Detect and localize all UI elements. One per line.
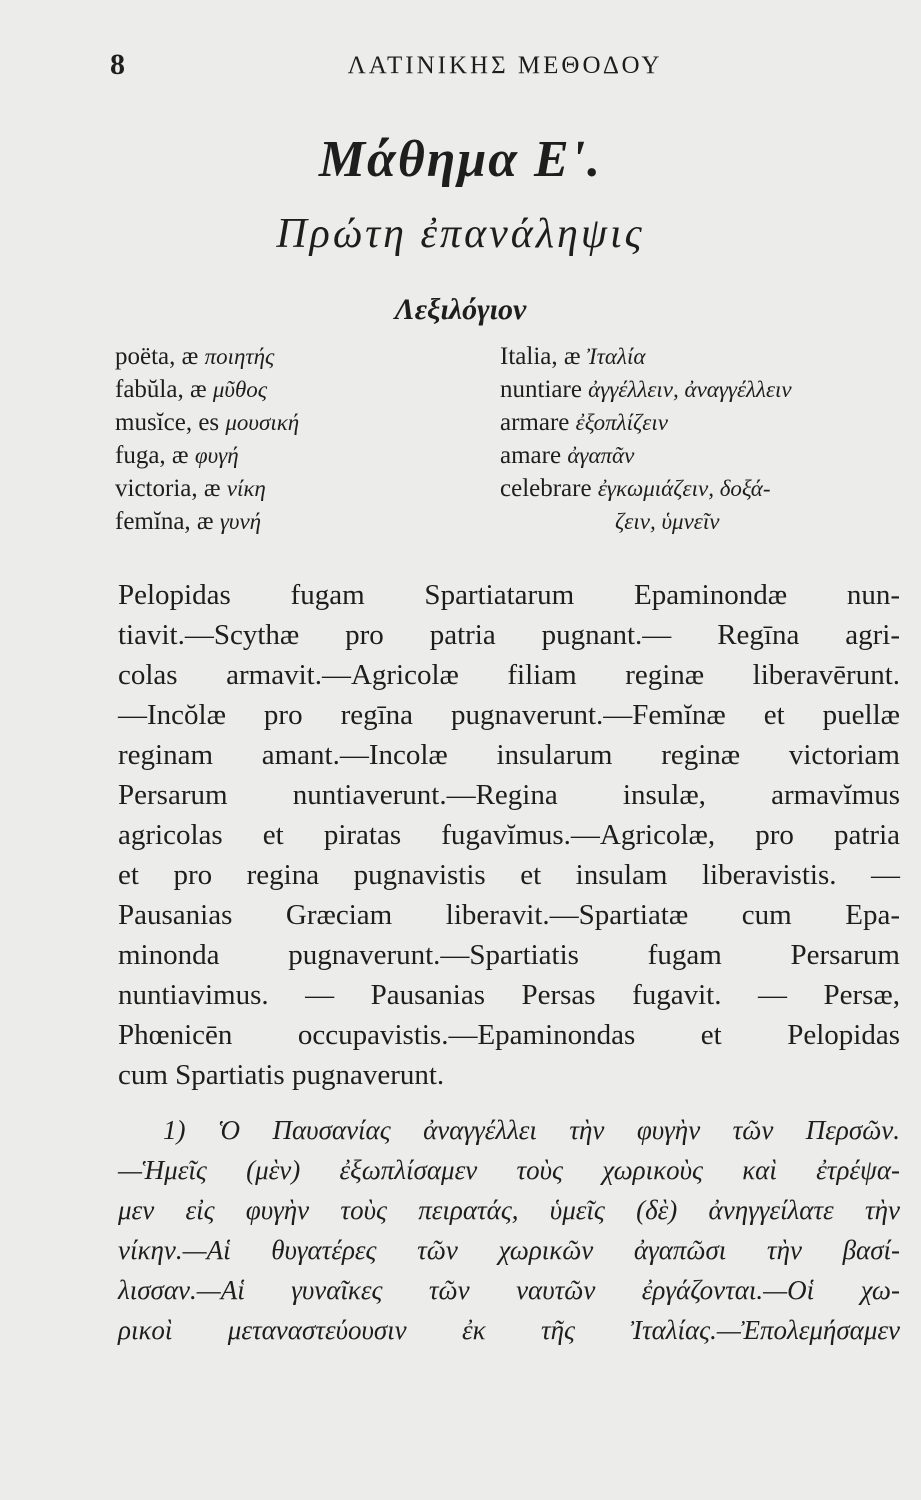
vocab-greek: ἀγγέλλειν, ἀναγγέλλειν	[588, 377, 792, 402]
text-line: cum Spartiatis pugnaverunt.	[118, 1059, 445, 1091]
vocab-greek: ἐξοπλίζειν	[575, 410, 668, 435]
vocab-latin: fabŭla, æ	[115, 376, 207, 403]
vocab-greek: νίκη	[226, 476, 266, 501]
text-line: agricolas et piratas fugavĭmus.—Agricolæ, pro patria	[118, 819, 900, 851]
vocabulary-column-right	[500, 340, 920, 538]
vocab-greek: ζειν, ὑμνεῖν	[615, 509, 720, 534]
vocab-greek: γυνή	[219, 509, 262, 534]
vocab-entry	[500, 340, 920, 373]
text-line: reginam amant.—Incolæ insularum reginæ victoriam	[118, 739, 900, 771]
text-line: μεν εἰς φυγὴν τοὺς πειρατάς, ὑμεῖς (δὲ) ἀνηγγείλατε τὴν	[118, 1195, 900, 1225]
vocab-entry	[115, 472, 495, 505]
vocab-greek: φυγή	[194, 443, 239, 468]
page-header	[110, 48, 900, 88]
text-line: ρικοὶ μεταναστεύουσιν ἐκ τῆς Ἰταλίας.—Ἐπολεμήσαμεν	[118, 1315, 900, 1345]
text-line: νίκην.—Αἱ θυγατέρες τῶν χωρικῶν ἀγαπῶσι τὴν βασί-	[118, 1235, 900, 1265]
vocab-greek: Ἰταλία	[586, 344, 646, 369]
vocab-entry	[500, 472, 920, 505]
text-line: Persarum nuntiaverunt.—Regina insulæ, armavĭmus	[118, 779, 900, 811]
text-line: —Ἡμεῖς (μὲν) ἐξωπλίσαμεν τοὺς χωρικοὺς καὶ ἐτρέψα-	[118, 1155, 900, 1185]
running-head: ΛΑΤΙΝΙΚΗΣ ΜΕΘΟΔΟΥ	[347, 52, 663, 79]
vocab-greek: ἀγαπᾶν	[567, 443, 635, 468]
text-line: —Incŏlæ pro regīna pugnaverunt.—Femĭnæ et puellæ	[118, 699, 900, 731]
vocab-entry	[115, 373, 495, 406]
text-line: Phœnicēn occupavistis.—Epaminondas et Pelopidas	[118, 1019, 900, 1051]
text-line: Pausanias Græciam liberavit.—Spartiatæ cum Epa-	[118, 899, 900, 931]
vocab-greek: ἐγκωμιάζειν, δοξά-	[597, 476, 771, 501]
vocab-latin: nuntiare	[500, 376, 582, 403]
text-line: tiavit.—Scythæ pro patria pugnant.— Regīna agri-	[118, 619, 900, 651]
vocab-entry	[500, 439, 920, 472]
text-line: colas armavit.—Agricolæ filiam reginæ liberavērunt.	[118, 659, 900, 691]
vocab-entry	[115, 505, 495, 538]
text-line: nuntiavimus. — Pausanias Persas fugavit. — Persæ,	[118, 979, 900, 1011]
text-line: 1) Ὁ Παυσανίας ἀναγγέλλει τὴν φυγὴν τῶν Περσῶν.	[163, 1115, 900, 1145]
text-line: λισσαν.—Αἱ γυναῖκες τῶν ναυτῶν ἐργάζονται.—Οἱ χω-	[118, 1275, 900, 1305]
vocab-latin: poëta, æ	[115, 343, 199, 370]
vocab-latin: celebrare	[500, 475, 592, 502]
vocab-latin: fuga, æ	[115, 442, 189, 469]
vocab-entry-continuation	[500, 505, 920, 538]
latin-exercise-text	[118, 575, 900, 1095]
greek-exercise-text	[118, 1110, 900, 1350]
vocabulary-column-left	[115, 340, 495, 538]
vocab-latin: armare	[500, 409, 570, 436]
lesson-title: Μάθημα Ε'.	[318, 131, 603, 188]
vocab-entry	[115, 439, 495, 472]
vocab-greek: μουσική	[225, 410, 300, 435]
vocab-greek: ποιητής	[204, 344, 275, 369]
vocab-entry	[115, 406, 495, 439]
vocab-latin: femĭna, æ	[115, 508, 214, 535]
text-line: et pro regina pugnavistis et insulam liberavistis. —	[118, 859, 900, 891]
lesson-subtitle: Πρώτη ἐπανάληψις	[276, 211, 645, 257]
vocabulary-heading: Λεξιλόγιον	[394, 293, 527, 326]
text-line: Pelopidas fugam Spartiatarum Epaminondæ nun-	[118, 579, 900, 611]
vocab-latin: musĭce, es	[115, 409, 220, 436]
vocab-latin: victoria, æ	[115, 475, 221, 502]
vocab-greek: μῦθος	[212, 377, 268, 402]
vocab-entry	[115, 340, 495, 373]
text-line: minonda pugnaverunt.—Spartiatis fugam Persarum	[118, 939, 900, 971]
vocab-entry	[500, 373, 920, 406]
vocab-latin: Italia, æ	[500, 343, 581, 370]
page-number: 8	[110, 48, 125, 81]
vocab-latin: amare	[500, 442, 562, 469]
vocab-entry	[500, 406, 920, 439]
